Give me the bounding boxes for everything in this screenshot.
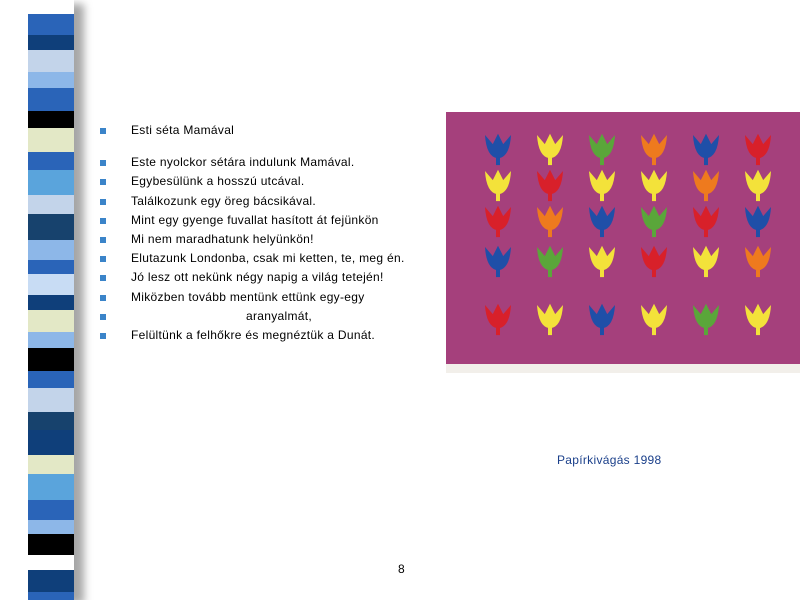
tulip-pattern	[446, 112, 800, 373]
stripe	[28, 332, 74, 348]
bullet-icon	[100, 256, 106, 262]
stripe	[28, 128, 74, 152]
tulip-stem	[496, 193, 500, 201]
stripe	[28, 295, 74, 310]
stripe	[28, 310, 74, 332]
poem-line	[100, 153, 440, 172]
poem-title-item	[100, 121, 440, 140]
stripe	[28, 348, 74, 371]
bullet-icon	[100, 237, 106, 243]
stripe	[28, 430, 74, 455]
tulip-stem	[756, 229, 760, 237]
stripe	[28, 500, 74, 520]
stripe	[28, 0, 74, 14]
stripe	[28, 260, 74, 274]
poem-line-text: Jó lesz ott nekünk négy napig a világ tetején!	[131, 270, 384, 285]
bullet-icon	[100, 199, 106, 205]
stripe	[28, 214, 74, 240]
stripe	[28, 152, 74, 170]
tulip-stem	[600, 269, 604, 277]
tulip-stem	[704, 193, 708, 201]
poem-line	[100, 211, 440, 230]
poem-line-text: Egybesülünk a hosszú utcával.	[131, 174, 305, 189]
bullet-icon	[100, 218, 106, 224]
poem-line	[100, 307, 440, 326]
tulip-stem	[548, 327, 552, 335]
poem-title: Esti séta Mamával	[131, 123, 235, 137]
tulip-stem	[704, 327, 708, 335]
poem-line	[100, 230, 440, 249]
tulip-stem	[652, 269, 656, 277]
tulip-stem	[600, 157, 604, 165]
poem-line	[100, 249, 440, 268]
tulip-stem	[652, 157, 656, 165]
stripe	[28, 534, 74, 555]
tulip-stem	[496, 327, 500, 335]
stripe	[28, 35, 74, 50]
poem-line	[100, 192, 440, 211]
stripe	[28, 14, 74, 35]
tulip-stem	[756, 269, 760, 277]
poem-line-text: Este nyolckor sétára indulunk Mamával.	[131, 155, 355, 170]
stripe	[28, 50, 74, 72]
stripe	[28, 520, 74, 534]
tulip-stem	[600, 327, 604, 335]
stripe	[28, 592, 74, 600]
poem-line-text: aranyalmát,	[246, 308, 312, 323]
tulip-stem	[652, 193, 656, 201]
poem-line-text: Mi nem maradhatunk helyünkön!	[131, 231, 314, 246]
paper-cut-artwork-image	[446, 112, 800, 373]
tulip-stem	[548, 229, 552, 237]
stripe	[28, 388, 74, 412]
artwork-caption: Papírkivágás 1998	[557, 453, 662, 467]
stripe	[28, 474, 74, 500]
stripe	[28, 570, 74, 592]
tulip-stem	[704, 269, 708, 277]
decorative-stripe-bar	[28, 0, 74, 600]
tulip-stem	[652, 229, 656, 237]
page-number: 8	[398, 562, 405, 576]
tulip-stem	[600, 229, 604, 237]
poem-line	[100, 326, 440, 345]
tulip-stem	[496, 157, 500, 165]
bullet-icon	[100, 333, 106, 339]
stripe	[28, 455, 74, 474]
stripe	[28, 555, 74, 570]
tulip-stem	[756, 327, 760, 335]
stripe	[28, 111, 74, 128]
tulip-stem	[600, 193, 604, 201]
poem-line-text: Elutazunk Londonba, csak mi ketten, te, meg én.	[131, 251, 405, 266]
tulip-stem	[496, 229, 500, 237]
poem-line-text: Felültünk a felhőkre és megnéztük a Dunát.	[131, 327, 376, 342]
stripe	[28, 240, 74, 260]
poem-line	[100, 268, 440, 287]
stripe	[28, 274, 74, 295]
tulip-stem	[704, 157, 708, 165]
poem-line	[100, 288, 440, 307]
poem-list	[100, 121, 440, 345]
bullet-icon	[100, 160, 106, 166]
poem-line	[100, 172, 440, 191]
paper-edge	[446, 364, 800, 373]
bullet-icon	[100, 275, 106, 281]
tulip-stem	[756, 193, 760, 201]
poem-line-text: Mint egy gyenge fuvallat hasított át fejünkön	[131, 212, 379, 227]
stripe	[28, 195, 74, 214]
bullet-icon	[100, 314, 106, 320]
tulip-stem	[548, 193, 552, 201]
tulip-stem	[548, 157, 552, 165]
bullet-icon	[100, 128, 106, 134]
stripe	[28, 72, 74, 88]
tulip-stem	[756, 157, 760, 165]
tulip-stem	[548, 269, 552, 277]
tulip-stem	[652, 327, 656, 335]
stripe	[28, 88, 74, 111]
bullet-icon	[100, 179, 106, 185]
stripe	[28, 371, 74, 388]
poem-line-text: Miközben tovább mentünk ettünk egy-egy	[131, 289, 365, 304]
stripe	[28, 170, 74, 195]
stripe	[28, 412, 74, 430]
tulip-stem	[496, 269, 500, 277]
tulip-stem	[704, 229, 708, 237]
bullet-icon	[100, 295, 106, 301]
poem-line-text: Találkozunk egy öreg bácsikával.	[131, 193, 317, 208]
